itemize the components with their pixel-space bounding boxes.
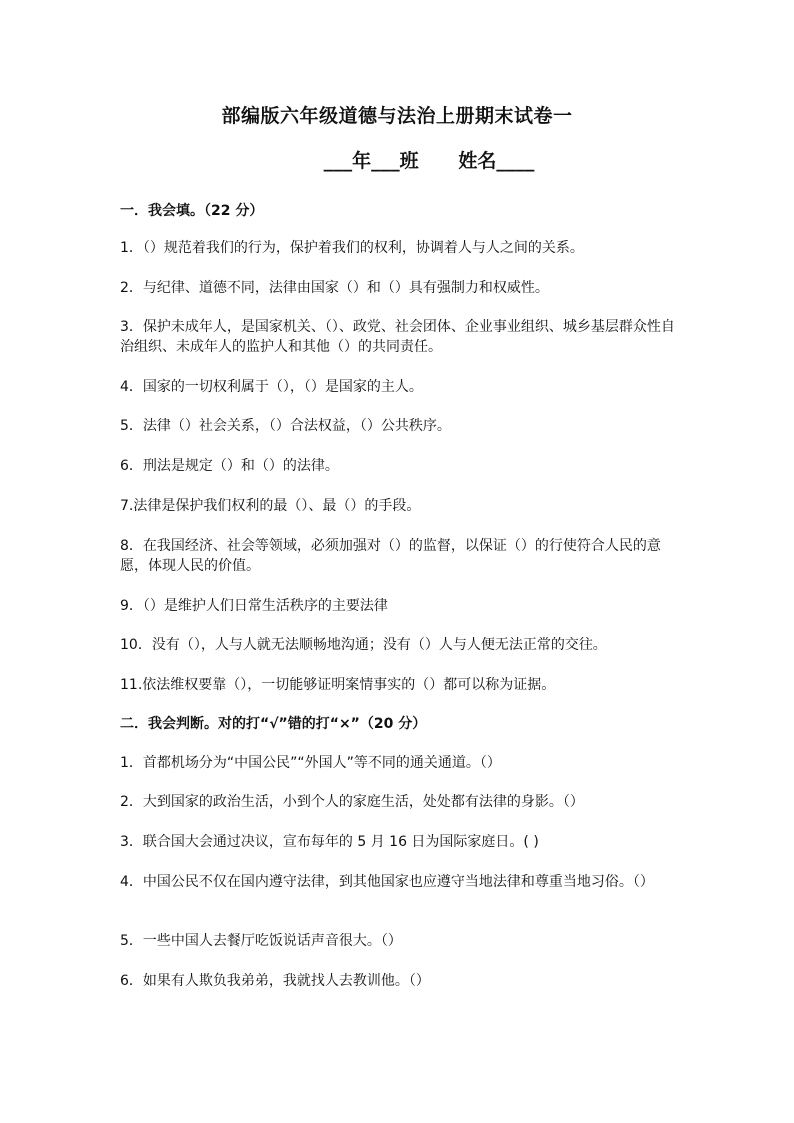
question-fill-5: 5．法律（）社会关系，（）合法权益，（）公共秩序。 (120, 418, 451, 434)
question-fill-8: 8．在我国经济、社会等领域，必须加强对（）的监督，以保证（）的行使符合人民的意愿，体现人民的价值。 (120, 538, 661, 574)
question-fill-3: 3．保护未成年人，是国家机关、（）、政党、社会团体、企业事业组织、城乡基层群众性自治组织、未成年人的监护人和其他（）的共同责任。 (120, 319, 675, 355)
question-fill-2: 2．与纪律、道德不同，法律由国家（）和（）具有强制力和权威性。 (120, 280, 549, 296)
question-fill-4: 4．国家的一切权利属于（），（）是国家的主人。 (120, 379, 423, 395)
question-fill-6: 6．刑法是规定（）和（）的法律。 (120, 458, 339, 474)
section-heading-fill: 一．我会填。（22 分） (120, 203, 264, 219)
question-judge-1: 1．首都机场分为“中国公民”“外国人”等不同的通关通道。（） (120, 755, 501, 771)
question-fill-11: 11.依法维权要靠（），一切能够证明案情事实的（）都可以称为证据。 (120, 677, 556, 693)
question-fill-1: 1．（）规范着我们的行为，保护着我们的权利，协调着人与人之间的关系。 (120, 240, 584, 256)
question-fill-9: 9．（）是维护人们日常生活秩序的主要法律 (120, 598, 388, 614)
question-judge-4: 4．中国公民不仅在国内遵守法律，到其他国家也应遵守当地法律和尊重当地习俗。（） (120, 874, 654, 890)
section-heading-judge: 二．我会判断。对的打“√”错的打“×”（20 分） (120, 716, 427, 732)
page-title: 部编版六年级道德与法治上册期末试卷一 (221, 105, 573, 127)
question-judge-2: 2．大到国家的政治生活，小到个人的家庭生活，处处都有法律的身影。（） (120, 794, 584, 810)
question-fill-7: 7.法律是保护我们权利的最（）、最（）的手段。 (120, 498, 421, 514)
question-judge-3: 3．联合国大会通过决议，宣布每年的 5 月 16 日为国际家庭日。( ) (120, 834, 539, 850)
question-fill-10: 10．没有（），人与人就无法顺畅地沟通；没有（）人与人便无法正常的交往。 (120, 637, 607, 653)
question-judge-5: 5．一些中国人去餐厅吃饭说话声音很大。（） (120, 933, 402, 949)
question-judge-6: 6．如果有人欺负我弟弟，我就找人去教训他。（） (120, 973, 430, 989)
class-name-line: ___年___班 姓名____ (323, 150, 535, 172)
